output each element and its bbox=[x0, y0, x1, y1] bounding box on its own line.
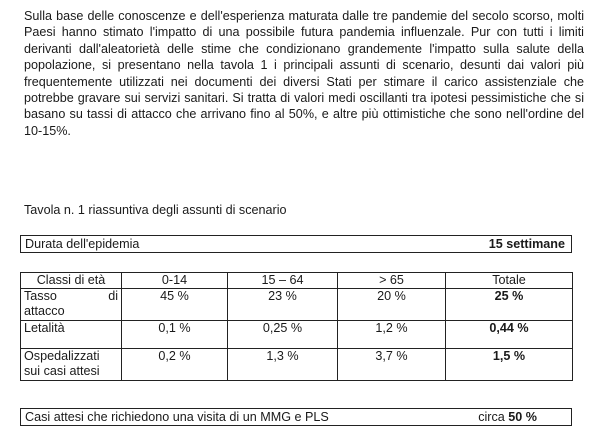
header-15-64: 15 – 64 bbox=[228, 273, 338, 289]
header-age-class: Classi di età bbox=[21, 273, 122, 289]
row-label-part: Ospedalizzati bbox=[24, 349, 100, 363]
cell-total: 0,44 % bbox=[446, 321, 573, 349]
expected-cases-box bbox=[20, 408, 572, 426]
expected-cases-prefix: circa bbox=[478, 410, 505, 424]
cell-value: 3,7 % bbox=[338, 349, 446, 381]
header-over-65: > 65 bbox=[338, 273, 446, 289]
cell-value: 0,1 % bbox=[122, 321, 228, 349]
expected-cases-value-wrap bbox=[478, 409, 537, 425]
row-label-part: sui casi attesi bbox=[24, 364, 100, 378]
row-label-lethality: Letalità bbox=[21, 321, 122, 349]
row-label-hospitalized bbox=[21, 349, 122, 381]
intro-paragraph: Sulla base delle conoscenze e dell'esperienza maturata dalle tre pandemie del secolo scorso, molti Paesi hanno stimato l'impatto di una possibile futura pandemia influenzale. Pur con tutti i limiti derivanti dall'aleatorietà delle stime che condizionano grandemente l'impatto sulla salute della popolazione, si presentano nella tavola 1 i principali assunti di scenario, desunti dai valori più frequentemente utilizzati nei documenti dei diversi Stati per stimare il carico assistenziale che potrebbe gravare sui servizi sanitari. Si tratta di valori medi oscillanti tra ipotesi pessimistiche che si basano su tassi di attacco che arrivano fino al 50%, e altre più ottimistiche che sono nell'ordine del 10-15%. bbox=[24, 9, 584, 138]
cell-value: 20 % bbox=[338, 289, 446, 321]
table-row bbox=[21, 349, 573, 381]
cell-value: 1,3 % bbox=[228, 349, 338, 381]
cell-value: 1,2 % bbox=[338, 321, 446, 349]
expected-cases-label: Casi attesi che richiedono una visita di un MMG e PLS bbox=[25, 410, 329, 424]
table-row bbox=[21, 289, 573, 321]
row-label-attack-rate bbox=[21, 289, 122, 321]
cell-value: 45 % bbox=[122, 289, 228, 321]
cell-value: 0,2 % bbox=[122, 349, 228, 381]
cell-total: 1,5 % bbox=[446, 349, 573, 381]
cell-value: 23 % bbox=[228, 289, 338, 321]
row-label-part: attacco bbox=[24, 304, 65, 318]
table-header-row bbox=[21, 273, 573, 289]
cell-value: 0,25 % bbox=[228, 321, 338, 349]
duration-label: Durata dell'epidemia bbox=[25, 237, 140, 251]
expected-cases-value: 50 % bbox=[508, 410, 537, 424]
header-total: Totale bbox=[446, 273, 573, 289]
epidemic-duration-box bbox=[20, 235, 572, 253]
header-0-14: 0-14 bbox=[122, 273, 228, 289]
table-caption: Tavola n. 1 riassuntiva degli assunti di scenario bbox=[24, 203, 287, 217]
row-label-part: Tasso bbox=[24, 289, 57, 303]
row-label-part: di bbox=[108, 289, 118, 303]
scenario-table bbox=[20, 272, 573, 381]
duration-value: 15 settimane bbox=[488, 237, 565, 251]
cell-total: 25 % bbox=[446, 289, 573, 321]
table-row bbox=[21, 321, 573, 349]
